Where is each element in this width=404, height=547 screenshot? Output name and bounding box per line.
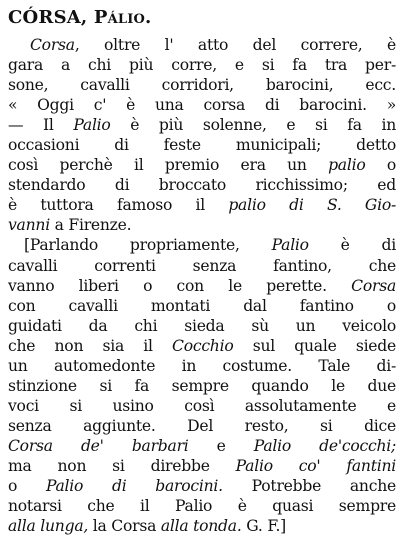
text-run: Potrebbe anche xyxy=(222,477,396,496)
text-run: stendardo di broccato ricchissimo; ed xyxy=(8,176,396,195)
paragraph-2-line xyxy=(8,276,396,296)
text-run: con cavalli montati dal fantino o xyxy=(8,296,396,315)
paragraph-2-line xyxy=(8,416,396,436)
paragraph-1-line xyxy=(8,135,396,155)
text-run: cavalli correnti senza fantino, che xyxy=(8,256,396,275)
paragraph-2-line xyxy=(8,336,396,356)
paragraph-2-line xyxy=(8,496,396,516)
italic-text-run: alla tonda. xyxy=(160,517,242,536)
paragraph-2-line xyxy=(8,316,396,336)
text-run: « Oggi c' è una corsa di barocini. » xyxy=(8,96,396,115)
italic-text-run: Palio de'cocchi; xyxy=(253,436,396,455)
paragraph-2-line xyxy=(8,436,396,456)
text-run: è più solenne, e si fa in xyxy=(110,116,397,135)
entry-headword: CÓRSA, xyxy=(8,7,88,28)
text-run: [Parlando propriamente, xyxy=(24,236,272,255)
text-run: G. F.] xyxy=(241,517,286,536)
text-run: notarsi che il Palio è quasi sempre xyxy=(8,497,396,516)
italic-text-run: vanni xyxy=(8,216,50,235)
paragraph-1-line xyxy=(8,195,396,215)
paragraph-1-line xyxy=(8,215,396,235)
text-run: gara a chi più corre, e si fa tra per- xyxy=(8,56,396,75)
paragraph-2-line xyxy=(8,396,396,416)
paragraph-2-line xyxy=(8,356,396,376)
italic-text-run: palio di S. Gio- xyxy=(228,196,396,215)
paragraph-2-line xyxy=(8,256,396,276)
paragraph-1-line xyxy=(8,95,396,115)
entry-body xyxy=(8,35,396,536)
text-run: o xyxy=(8,477,46,496)
paragraph-2-line xyxy=(8,376,396,396)
italic-text-run: Corsa xyxy=(351,276,396,295)
italic-text-run: Corsa xyxy=(30,36,75,54)
text-run: — Il xyxy=(8,116,74,135)
paragraph-1-line xyxy=(8,115,396,135)
italic-text-run: palio xyxy=(328,156,366,175)
text-run: , oltre l' atto del correre, è xyxy=(74,36,396,54)
italic-text-run: alla lunga, xyxy=(8,517,89,536)
entry-heading xyxy=(8,6,396,30)
text-run: un automedonte in costume. Tale di- xyxy=(8,356,396,375)
paragraph-1-line xyxy=(8,35,396,55)
paragraph-2-line xyxy=(8,516,396,536)
italic-text-run: Corsa de' barbari xyxy=(8,436,189,455)
text-run: così perchè il premio era un xyxy=(8,156,329,175)
text-run: sul quale siede xyxy=(233,336,396,355)
italic-text-run: Palio co' fantini xyxy=(235,456,396,475)
paragraph-1-line xyxy=(8,55,396,75)
text-run: ma non si direbbe xyxy=(8,456,236,475)
text-run: vanno liberi o con le perette. xyxy=(8,276,352,295)
text-run: voci si usino così assolutamente e xyxy=(8,396,396,415)
paragraph-1-line xyxy=(8,155,396,175)
text-run: sone, cavalli corridori, barocini, ecc. xyxy=(8,76,396,95)
paragraph-2-line xyxy=(8,235,396,255)
paragraph-1-line xyxy=(8,175,396,195)
text-run: a Firenze. xyxy=(49,216,132,235)
text-run: occasioni di feste municipali; detto xyxy=(8,136,396,155)
paragraph-2-line xyxy=(8,456,396,476)
text-run: senza aggiunte. Del resto, si dice xyxy=(8,416,396,435)
text-run: che non sia il xyxy=(8,336,173,355)
paragraph-2-line xyxy=(8,476,396,496)
text-run: o xyxy=(365,156,396,175)
italic-text-run: Palio xyxy=(73,116,111,135)
text-run: è di xyxy=(308,236,396,255)
text-run: è tuttora famoso il xyxy=(8,196,229,215)
paragraph-1-line xyxy=(8,75,396,95)
text-run: guidati da chi sieda sù un veicolo xyxy=(8,316,396,335)
text-run: stinzione si fa sempre quando le due xyxy=(8,376,396,395)
text-run: la Corsa xyxy=(88,517,161,536)
text-run: e xyxy=(188,436,254,455)
italic-text-run: Cocchio xyxy=(172,336,234,355)
italic-text-run: Palio di barocini. xyxy=(45,477,223,496)
paragraph-2-line xyxy=(8,296,396,316)
entry-subheadword: Pálio. xyxy=(93,7,152,28)
italic-text-run: Palio xyxy=(271,236,309,255)
